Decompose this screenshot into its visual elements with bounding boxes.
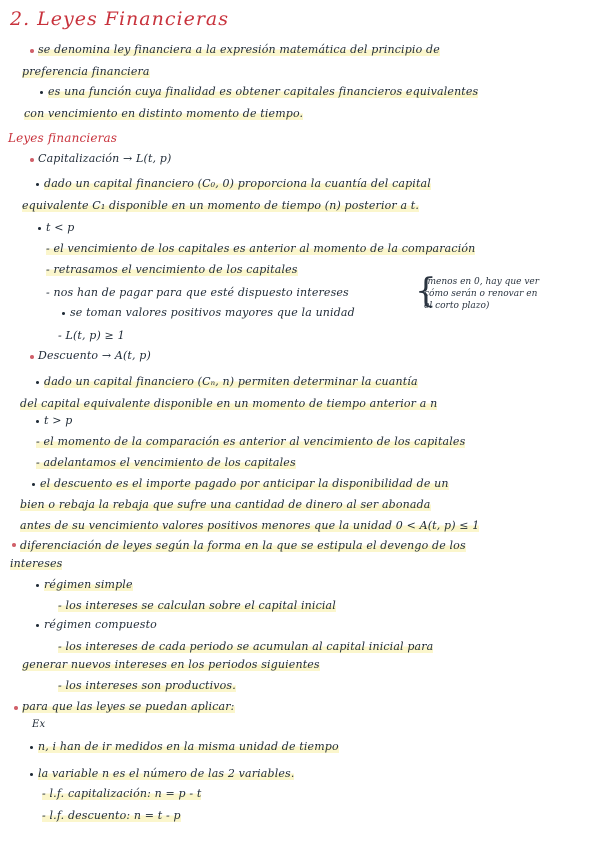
diferenciacion-line-2: intereses [10, 557, 63, 570]
bullet-dot [30, 158, 34, 162]
descuento-detail-5: antes de su vencimiento valores positivos menores que la unidad 0 < A(t, p) ≤ 1 [20, 519, 480, 532]
bullet-dot [32, 483, 35, 486]
intro-line-2: preferencia financiera [22, 65, 150, 78]
para-line-4: - l.f. capitalización: n = p - t [42, 787, 202, 800]
capitalizacion-condition: t < p [46, 221, 75, 234]
descuento-condition: t > p [44, 414, 73, 427]
capitalizacion-line-2: equivalente C₁ disponible en un momento de tiempo (n) posterior a t. [22, 199, 420, 212]
capitalizacion-detail-3: - nos han de pagar para que esté dispuesto intereses [46, 286, 349, 299]
diferenciacion-line-1: diferenciación de leyes según la forma en la que se estipula el devengo de los [20, 539, 466, 552]
descuento-line-2: del capital equivalente disponible en un momento de tiempo anterior a n [20, 397, 438, 410]
regimen-compuesto-detail-3: - los intereses son productivos. [58, 679, 236, 692]
bullet-dot [30, 773, 33, 776]
capitalizacion-detail-5: - L(t, p) ≥ 1 [58, 329, 125, 342]
side-note-line-3: el corto plazo) [424, 301, 490, 311]
bullet-dot [14, 706, 18, 710]
regimen-compuesto-detail-1: - los intereses de cada periodo se acumulan al capital inicial para [58, 640, 434, 653]
regimen-simple: régimen simple [44, 578, 133, 591]
page-title: 2. Leyes Financieras [10, 8, 229, 30]
para-line-3: la variable n es el número de las 2 variables. [38, 767, 295, 780]
bullet-dot [36, 584, 39, 587]
brace-mark: { [415, 271, 437, 311]
side-note-line-1: (menos en 0, hay que ver [424, 277, 540, 287]
bullet-dot [62, 312, 65, 315]
descuento-detail-2: - adelantamos el vencimiento de los capitales [36, 456, 296, 469]
descuento-line-1: dado un capital financiero (Cₙ, n) permiten determinar la cuantía [44, 375, 418, 388]
capitalizacion-detail-2: - retrasamos el vencimiento de los capitales [46, 263, 298, 276]
regimen-simple-detail: - los intereses se calculan sobre el capital inicial [58, 599, 336, 612]
side-note [424, 276, 539, 312]
bullet-dot [36, 420, 39, 423]
capitalizacion-heading: Capitalización → L(t, p) [38, 152, 172, 165]
intro-line-1: se denomina ley financiera a la expresión matemática del principio de [38, 43, 440, 56]
para-line-5: - l.f. descuento: n = t - p [42, 809, 181, 822]
intro-line-3: es una función cuya finalidad es obtener capitales financieros equivalentes [48, 85, 479, 98]
bullet-dot [40, 91, 43, 94]
descuento-detail-3: el descuento es el importe pagado por anticipar la disponibilidad de un [40, 477, 449, 490]
bullet-dot [36, 624, 39, 627]
section-heading-leyes: Leyes financieras [8, 131, 118, 145]
bullet-dot [36, 183, 39, 186]
capitalizacion-detail-4: se toman valores positivos mayores que la unidad [70, 306, 355, 319]
bullet-dot [36, 381, 39, 384]
descuento-detail-4: bien o rebaja la rebaja que sufre una cantidad de dinero al ser abonada [20, 498, 431, 511]
capitalizacion-detail-1: - el vencimiento de los capitales es anterior al momento de la comparación [46, 242, 476, 255]
regimen-compuesto: régimen compuesto [44, 618, 157, 631]
bullet-dot [30, 355, 34, 359]
intro-line-4: con vencimiento en distinto momento de tiempo. [24, 107, 304, 120]
para-line-2: n, i han de ir medidos en la misma unidad de tiempo [38, 740, 339, 753]
bullet-dot [38, 227, 41, 230]
bullet-dot [30, 49, 34, 53]
para-line-1: para que las leyes se puedan aplicar: [22, 700, 235, 713]
descuento-heading: Descuento → A(t, p) [38, 349, 151, 362]
bullet-dot [12, 543, 16, 547]
regimen-compuesto-detail-2: generar nuevos intereses en los periodos siguientes [22, 658, 320, 671]
capitalizacion-line-1: dado un capital financiero (C₀, 0) proporciona la cuantía del capital [44, 177, 431, 190]
example-mark: Ex [32, 719, 46, 730]
descuento-detail-1: - el momento de la comparación es anterior al vencimiento de los capitales [36, 435, 466, 448]
bullet-dot [30, 746, 33, 749]
side-note-line-2: cómo serán o renovar en [424, 289, 538, 299]
